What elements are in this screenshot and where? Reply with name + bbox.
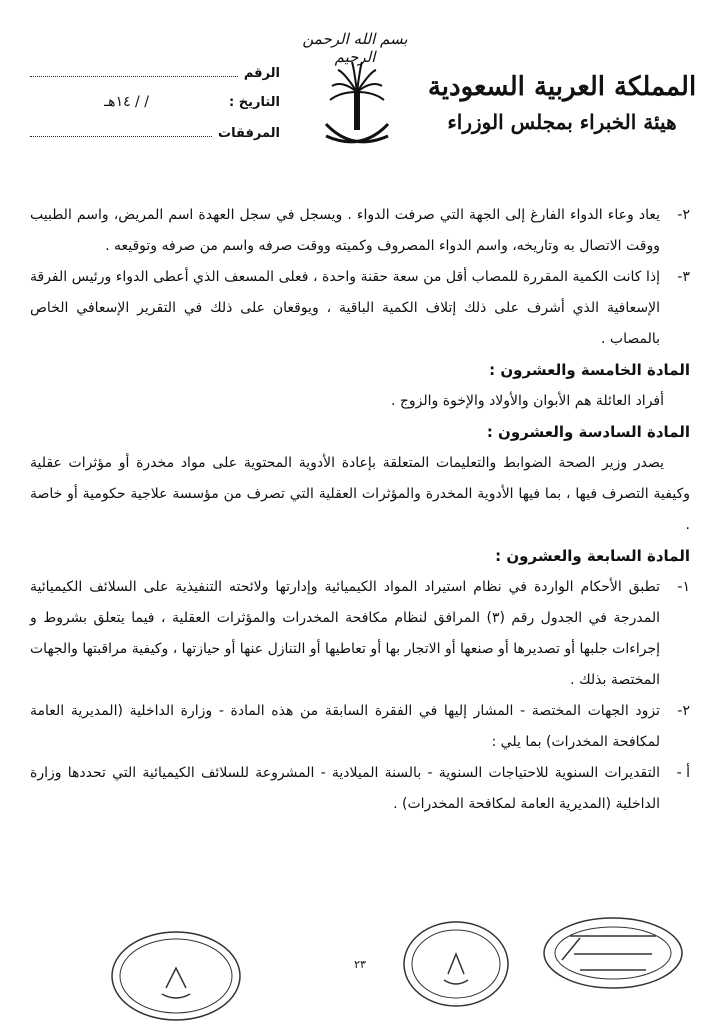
- number-line: [30, 64, 238, 77]
- article-25-heading: المادة الخامسة والعشرون :: [489, 361, 690, 379]
- seal-stamp-right: [540, 914, 686, 992]
- page-number: ٢٣: [354, 958, 366, 971]
- council-title: هيئة الخبراء بمجلس الوزراء: [447, 110, 677, 134]
- article-27-item-2: [30, 696, 690, 758]
- attachments-line: [30, 124, 212, 137]
- item-text: تزود الجهات المختصة - المشار إليها في الفقرة السابقة من هذه المادة - وزارة الداخلية (المديرية العامة لمكافحة المخدرات) بما يلي :: [30, 703, 660, 750]
- article-27-item-2a: [30, 758, 690, 820]
- article-27-item-1: [30, 572, 690, 696]
- document-meta: [30, 64, 280, 154]
- basmala: بسم الله الرحمن الرحيم: [302, 30, 408, 66]
- document-body: [30, 200, 690, 820]
- item-text: يعاد وعاء الدواء الفارغ إلى الجهة التي صرفت الدواء . ويسجل في سجل العهدة اسم المريض، واسم الطبيب ووقت الاتصال به وتاريخه، واسم الدواء المصروف وكميته ووقت صرفه واسم من صرفه وتوقيعه .: [30, 207, 660, 254]
- attachments-label: المرفقات: [218, 126, 280, 141]
- date-label: التاريخ :: [229, 95, 280, 110]
- number-row: [30, 64, 280, 94]
- attachments-row: [30, 124, 280, 154]
- seal-stamp-middle: [400, 918, 512, 1010]
- item-number: ١-: [677, 579, 690, 595]
- paragraph-3: [30, 262, 690, 355]
- date-value: / / ١٤هـ: [104, 94, 149, 110]
- item-number: ٢-: [677, 703, 690, 719]
- item-text: التقديرات السنوية للاحتياجات السنوية - بالسنة الميلادية - المشروعة للسلائف الكيميائية التي تحددها وزارة الداخلية (المديرية العامة لمكافحة المخدرات) .: [30, 765, 660, 812]
- paragraph-2: [30, 200, 690, 262]
- item-text: إذا كانت الكمية المقررة للمصاب أقل من سعة حقنة واحدة ، فعلى المسعف الذي أعطى الدواء ورئيس الفرقة الإسعافية الذي أشرف على ذلك إتلاف الكمية الباقية ، ويوقعان على ذلك في التقرير الإسعافي الخاص بالمصاب .: [30, 269, 660, 347]
- article-26-text: يصدر وزير الصحة الضوابط والتعليمات المتعلقة بإعادة الأدوية المحتوية على مواد مخدرة أو مؤثرات عقلية وكيفية التصرف فيها ، بما فيها الأدوية المخدرة والمؤثرات العقلية التي تصرف من مؤسسة علاجية حكومية أو خاصة .: [30, 455, 690, 533]
- saudi-emblem-icon: [322, 52, 392, 162]
- seal-stamp-left: [108, 928, 244, 1024]
- article-25-text: أفراد العائلة هم الأبوان والأولاد والإخوة والزوج .: [390, 393, 664, 409]
- item-number: ٢-: [677, 207, 690, 223]
- date-row: [30, 94, 280, 124]
- item-number: ٣-: [677, 269, 690, 285]
- item-number: أ -: [676, 765, 690, 781]
- article-26-heading: المادة السادسة والعشرون :: [486, 423, 690, 441]
- number-label: الرقم: [243, 66, 280, 81]
- kingdom-title: المملكة العربية السعودية: [427, 72, 697, 102]
- article-27-heading: المادة السابعة والعشرون :: [495, 547, 690, 565]
- item-text: تطبق الأحكام الواردة في نظام استيراد المواد الكيميائية وإدارتها ولائحته التنفيذية على السلائف الكيميائية المدرجة في الجدول رقم (٣) المرافق لنظام مكافحة المخدرات والمؤثرات العقلية ، فيما يتعلق بشروط و إجراءات جلبها أو تصديرها أو صنعها أو الاتجار بها أو تعاطيها أو التنازل عنها أو حيازتها ، وكيفية مراقبتها والجهات المختصة بذلك .: [30, 579, 660, 688]
